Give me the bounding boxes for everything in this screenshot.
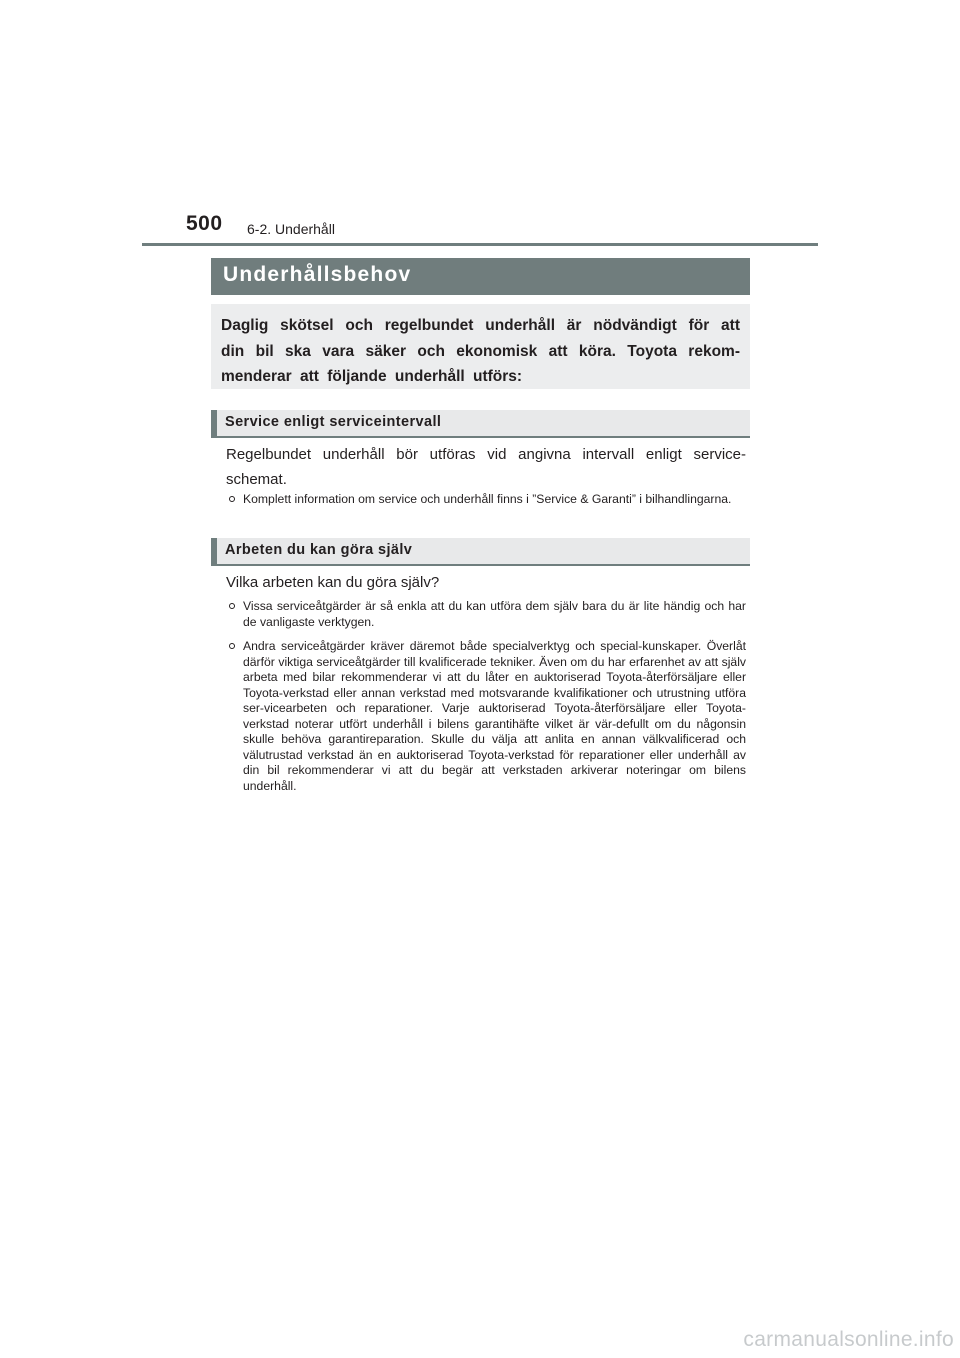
header-divider	[142, 243, 818, 246]
service-heading-bar	[211, 410, 750, 438]
site-watermark: carmanualsonline.info	[743, 1328, 954, 1351]
intro-text: Daglig skötsel och regelbundet underhåll är nödvändigt för att din bil ska vara säker och ekonomisk att köra. Toyota rekom-menderar att följande underhåll utförs:	[221, 317, 740, 385]
self-work-heading-bar	[211, 538, 750, 566]
page-title: Underhållsbehov	[223, 263, 412, 286]
page-number: 500	[186, 212, 223, 235]
self-work-note-1: Vissa serviceåtgärder är så enkla att du kan utföra dem själv bara du är lite händig och har de vanligaste verktygen.	[243, 599, 746, 629]
note-bullet-icon	[226, 639, 238, 651]
intro-box	[211, 304, 750, 389]
self-work-heading: Arbeten du kan göra själv	[225, 542, 413, 558]
service-lead-text: Regelbundet underhåll bör utföras vid angivna intervall enligt service-schemat.	[226, 446, 746, 488]
service-heading: Service enligt serviceintervall	[225, 414, 442, 430]
service-note: Komplett information om service och underhåll finns i ”Service & Garanti” i bilhandlingarna.	[243, 492, 732, 506]
page-title-bar	[211, 258, 750, 295]
self-work-lead-text: Vilka arbeten kan du göra själv?	[226, 574, 440, 591]
note-bullet-icon	[226, 599, 238, 611]
section-reference: 6-2. Underhåll	[247, 221, 335, 237]
self-work-note-2: Andra serviceåtgärder kräver däremot både specialverktyg och special-kunskaper. Överlåt därför viktiga serviceåtgärder till kvalificerade tekniker. Även om du har erfarenhet av att själv arbeta med bilar rekommenderar vi att du låter en auktoriserad Toyota-återförsäljare eller Toyota-verkstad eller annan verkstad med motsvarande kvalifikationer och utrustning utföra ser-vicearbeten och reparationer. Varje auktoriserad Toyota-återförsäljare eller Toyota-verkstad noterar utfört underhåll i bilens garantihäfte vilket är vär-defullt om du någonsin skulle behöva garantireparation. Skulle du välja att anlita en annan välkvalificerad och välutrustad verkstad än en auktoriserad Toyota-verkstad för reparationer eller underhåll av din bil rekommenderar vi att du begär att verkstaden arkiverar noteringar om bilens underhåll.	[243, 639, 746, 793]
note-bullet-icon	[226, 492, 238, 504]
